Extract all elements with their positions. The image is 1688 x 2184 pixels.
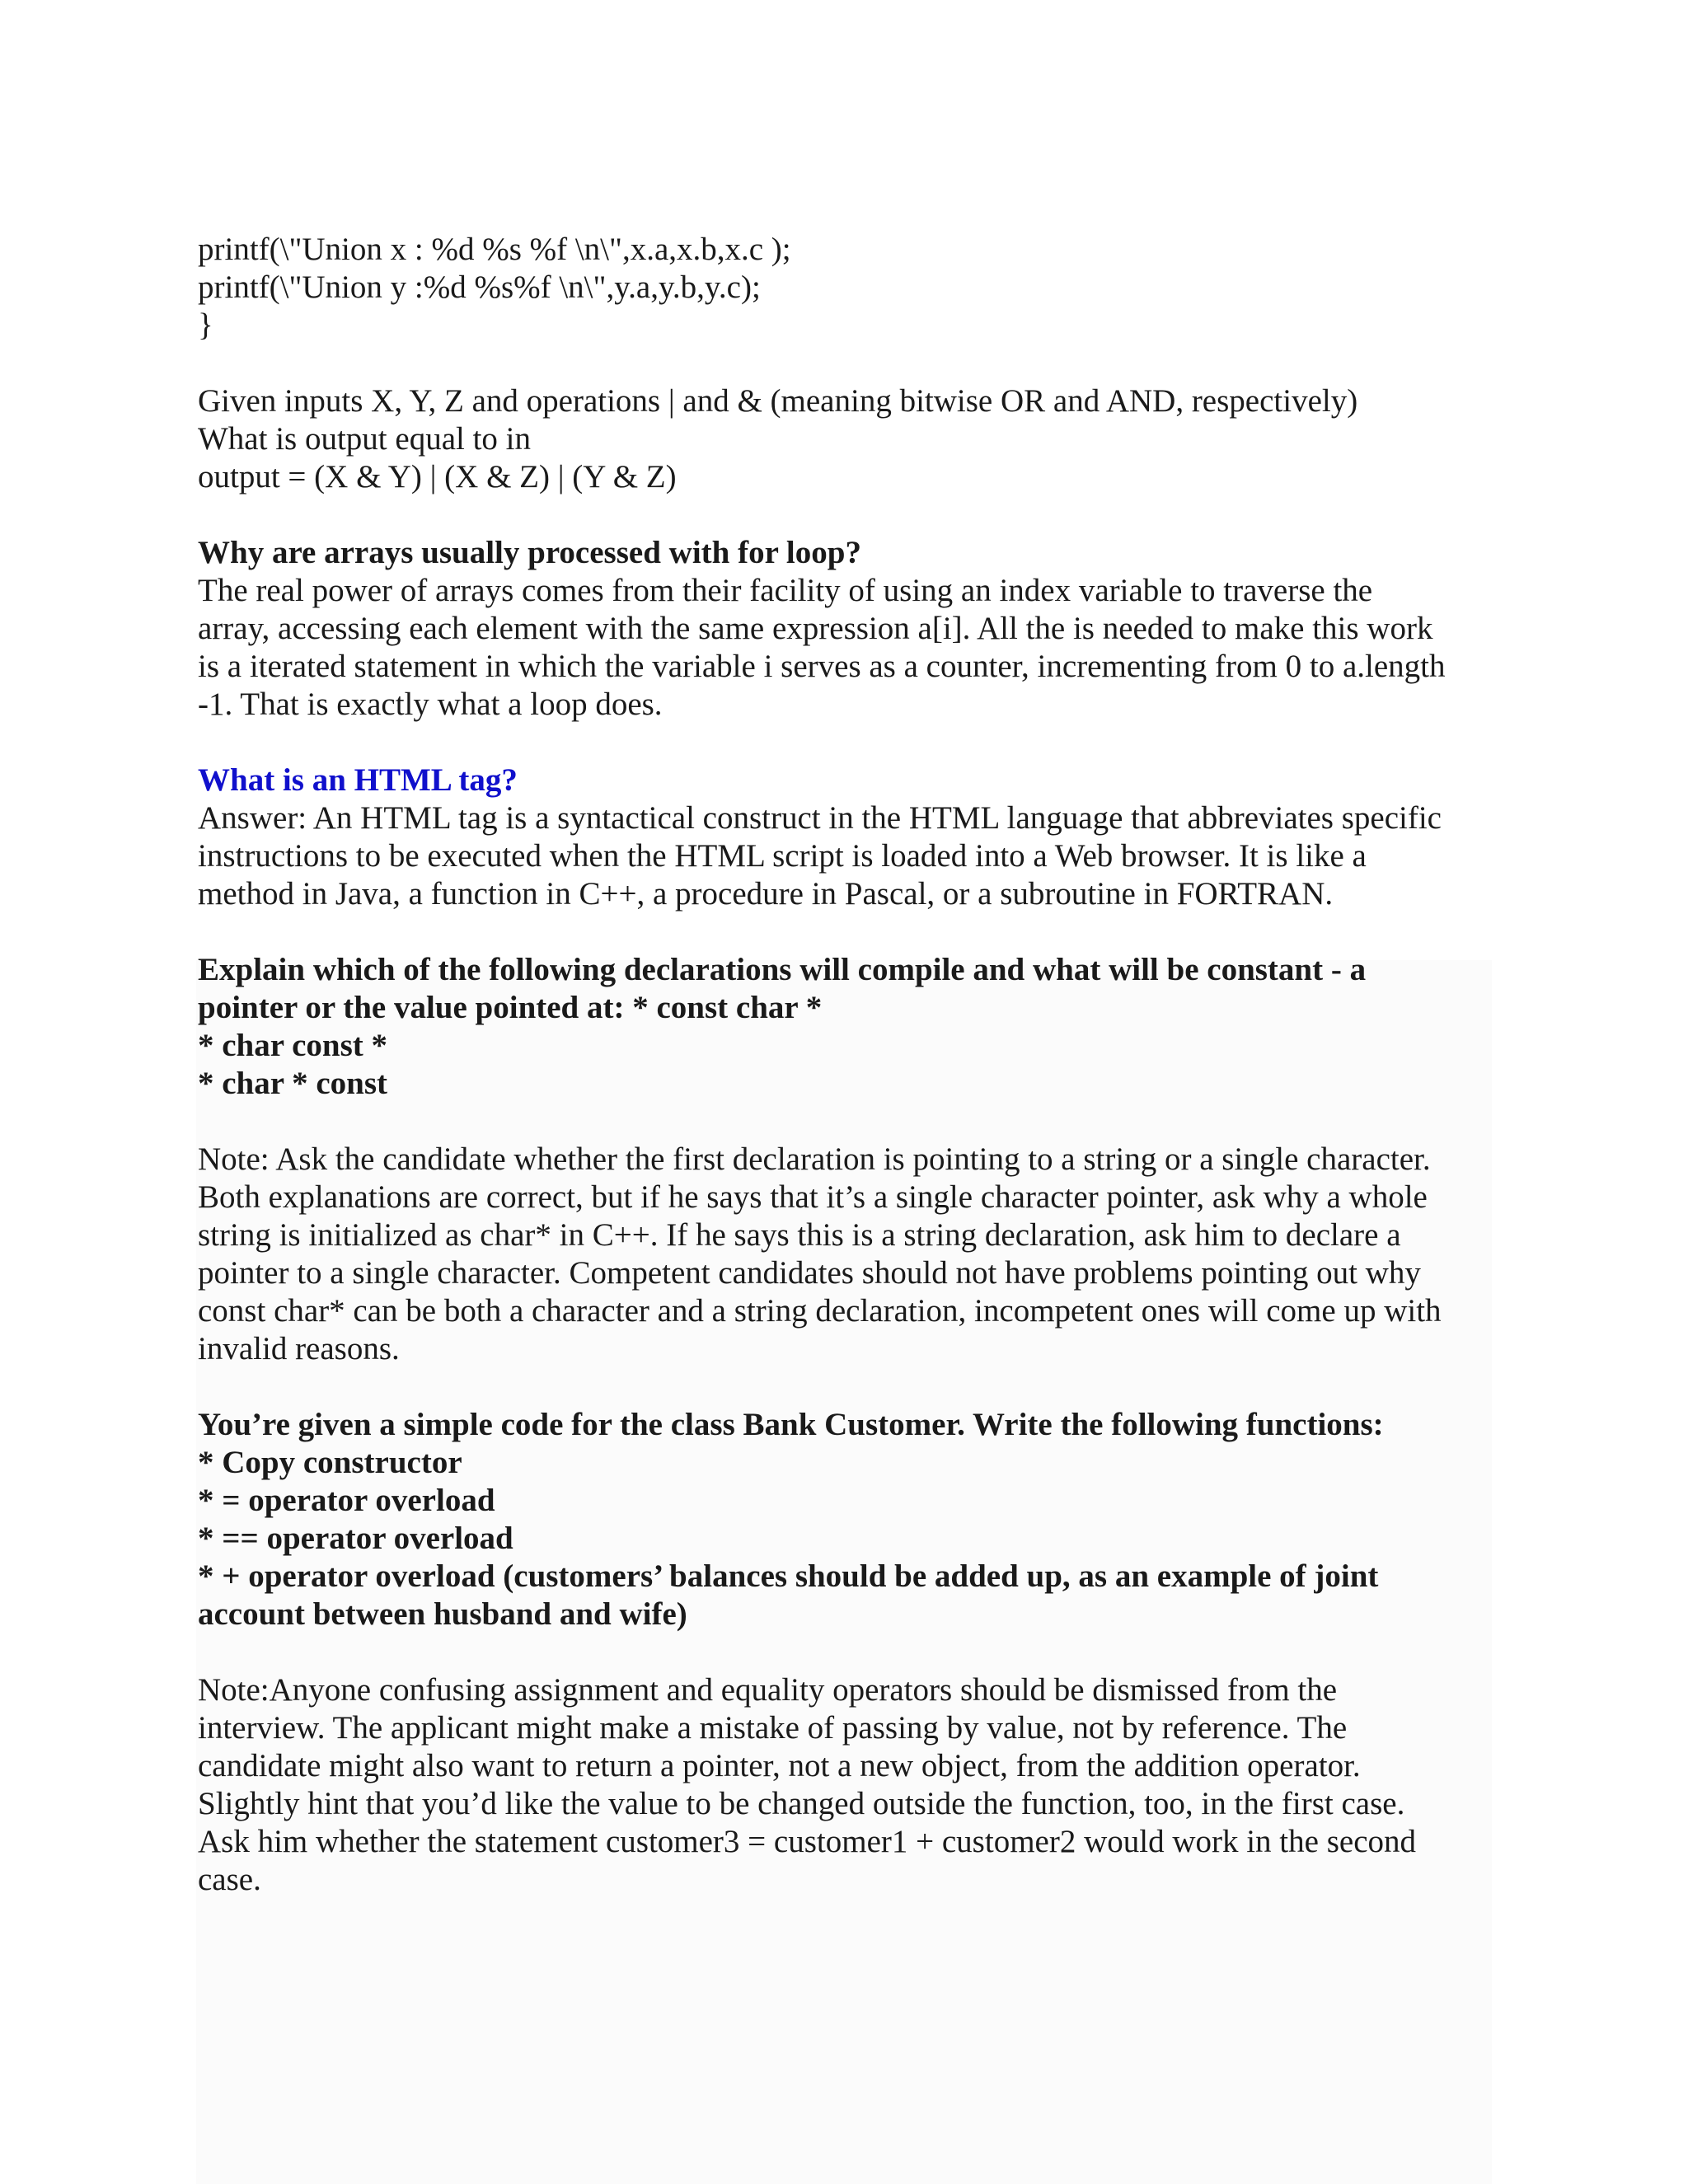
bank-note-line: Slightly hint that you’d like the value to be changed outside the function, too, in the first case. xyxy=(198,1786,1405,1821)
arrays-answer-line: -1. That is exactly what a loop does. xyxy=(198,687,663,722)
declarations-question-line: * char const * xyxy=(198,1028,388,1063)
arrays-answer-line: The real power of arrays comes from their facility of using an index variable to traverse the xyxy=(198,573,1373,608)
declarations-note-line: pointer to a single character. Competent candidates should not have problems pointing out why xyxy=(198,1255,1421,1291)
document-content xyxy=(198,231,1500,1899)
code-line: printf(\"Union y :%d %s%f \n\",y.a,y.b,y.c); xyxy=(198,269,761,305)
spacer xyxy=(198,913,1500,951)
arrays-answer-line: is a iterated statement in which the variable i serves as a counter, incrementing from 0 to a.length xyxy=(198,649,1446,684)
bank-question-line: account between husband and wife) xyxy=(198,1596,687,1632)
html-tag-question-heading: What is an HTML tag? xyxy=(198,762,518,798)
code-line: printf(\"Union x : %d %s %f \n\",x.a,x.b,x.c ); xyxy=(198,232,791,267)
bank-note-line: Note:Anyone confusing assignment and equality operators should be dismissed from the xyxy=(198,1672,1338,1708)
declarations-note-line: Both explanations are correct, but if he says that it’s a single character pointer, ask why a whole xyxy=(198,1179,1428,1215)
code-line: } xyxy=(198,307,213,343)
declarations-note-line: Note: Ask the candidate whether the first declaration is pointing to a string or a single character. xyxy=(198,1141,1431,1177)
bank-note-line: candidate might also want to return a pointer, not a new object, from the addition operator. xyxy=(198,1748,1361,1783)
declarations-question-line: Explain which of the following declarations will compile and what will be constant - a xyxy=(198,952,1367,987)
bitwise-question-line: output = (X & Y) | (X & Z) | (Y & Z) xyxy=(198,459,677,494)
html-tag-answer-line: method in Java, a function in C++, a procedure in Pascal, or a subroutine in FORTRAN. xyxy=(198,876,1334,912)
spacer xyxy=(198,1368,1500,1406)
arrays-answer-line: array, accessing each element with the same expression a[i]. All the is needed to make this work xyxy=(198,611,1433,646)
bank-note-line: Ask him whether the statement customer3 = customer1 + customer2 would work in the second xyxy=(198,1824,1417,1859)
bank-note-line: interview. The applicant might make a mistake of passing by value, not by reference. The xyxy=(198,1710,1348,1746)
spacer xyxy=(198,496,1500,534)
html-tag-answer-line: Answer: An HTML tag is a syntactical construct in the HTML language that abbreviates specific xyxy=(198,800,1442,836)
declarations-note-line: invalid reasons. xyxy=(198,1331,400,1366)
bank-question-line: * = operator overload xyxy=(198,1483,495,1518)
bank-note-line: case. xyxy=(198,1862,261,1897)
bank-question-line: * + operator overload (customers’ balances should be added up, as an example of joint xyxy=(198,1558,1379,1594)
spacer xyxy=(198,724,1500,762)
declarations-note-line: const char* can be both a character and a string declaration, incompetent ones will come up with xyxy=(198,1293,1442,1329)
arrays-question-heading: Why are arrays usually processed with for loop? xyxy=(198,535,861,570)
bank-question-line: * Copy constructor xyxy=(198,1445,462,1480)
declarations-question-line: * char * const xyxy=(198,1066,388,1101)
bitwise-question-line: Given inputs X, Y, Z and operations | and & (meaning bitwise OR and AND, respectively) xyxy=(198,383,1358,419)
bank-question-line: * == operator overload xyxy=(198,1521,513,1556)
bank-question-line: You’re given a simple code for the class Bank Customer. Write the following functions: xyxy=(198,1407,1384,1442)
spacer xyxy=(198,1633,1500,1671)
html-tag-answer-line: instructions to be executed when the HTML script is loaded into a Web browser. It is like a xyxy=(198,838,1367,874)
declarations-note-line: string is initialized as char* in C++. If he says this is a string declaration, ask him to declare a xyxy=(198,1217,1401,1253)
bitwise-question-line: What is output equal to in xyxy=(198,421,532,457)
spacer xyxy=(198,1103,1500,1141)
declarations-question-line: pointer or the value pointed at: * const char * xyxy=(198,990,823,1025)
spacer xyxy=(198,344,1500,382)
